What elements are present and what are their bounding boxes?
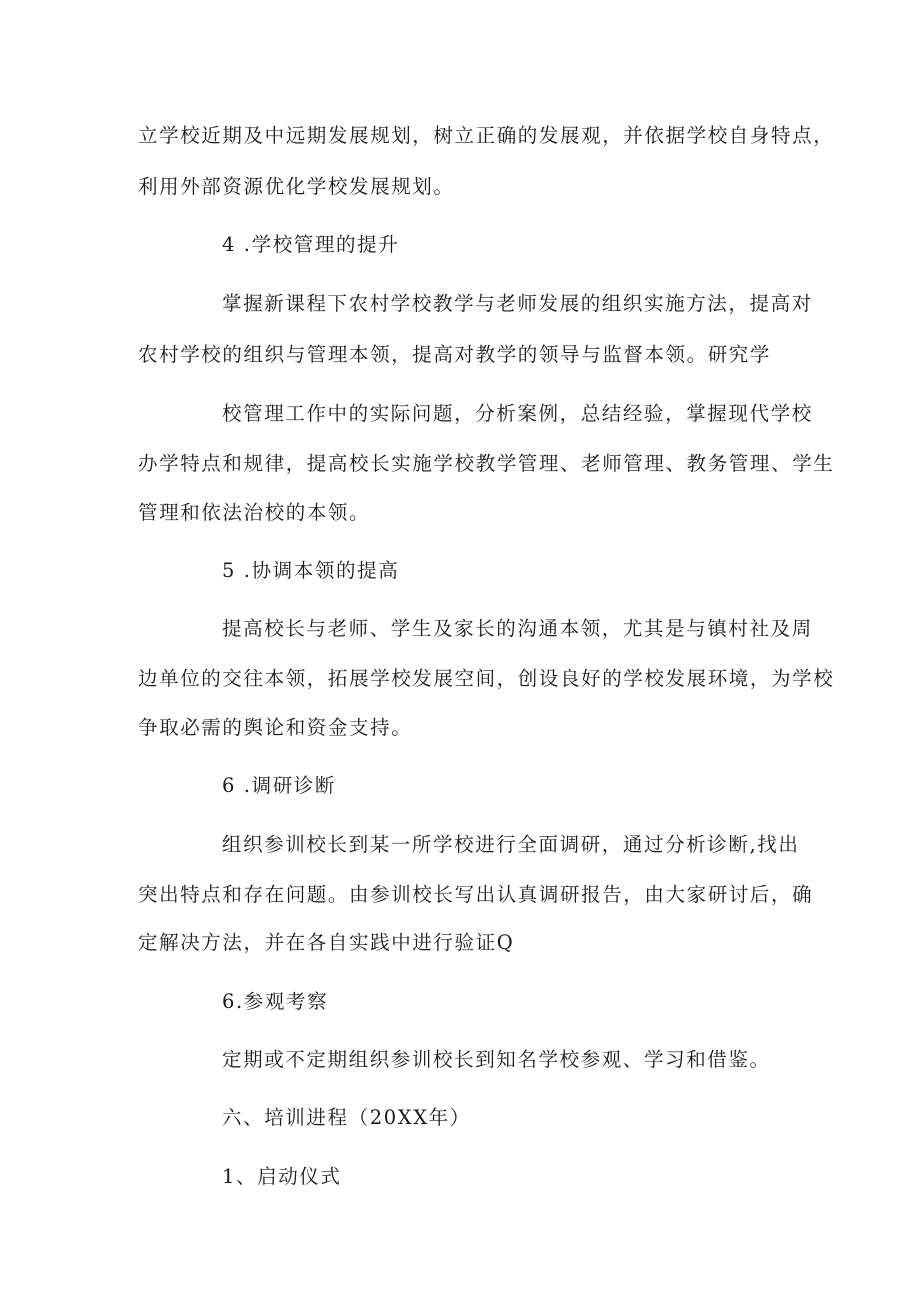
section-heading: 六、培训进程（20XX年） (222, 1106, 471, 1129)
paragraph-line: 突出特点和存在问题。由参训校长写出认真调研报告，由大家研讨后，确 (138, 883, 814, 906)
paragraph-line: 边单位的交往本领，拓展学校发展空间，创设良好的学校发展环境，为学校 (138, 667, 835, 690)
section-heading: 5 .协调本领的提高 (222, 559, 400, 582)
paragraph-line: 校管理工作中的实际问题，分析案例，总结经验，掌握现代学校 (222, 402, 813, 425)
paragraph-line: 掌握新课程下农村学校教学与老师发展的组织实施方法，提高对 (222, 292, 813, 315)
section-heading: 1、启动仪式 (222, 1165, 342, 1188)
section-heading: 6.参观考察 (222, 990, 329, 1013)
section-heading: 4 .学校管理的提升 (222, 233, 400, 256)
paragraph-line: 定期或不定期组织参训校长到知名学校参观、学习和借鉴。 (222, 1048, 771, 1071)
section-heading: 6 .调研诊断 (222, 774, 337, 797)
paragraph-line: 争取必需的舆论和资金支持。 (138, 716, 413, 739)
paragraph-line: 定解决方法，并在各自实践中进行验证Q (138, 931, 515, 954)
paragraph-line: 提高校长与老师、学生及家长的沟通本领，尤其是与镇村社及周 (222, 617, 813, 640)
paragraph-line: 立学校近期及中远期发展规划，树立正确的发展观，并依据学校自身特点， (138, 124, 835, 147)
paragraph-line: 办学特点和规律，提高校长实施学校教学管理、老师管理、教务管理、学生 (138, 452, 835, 475)
paragraph-line: 管理和依法治校的本领。 (138, 501, 371, 524)
paragraph-line: 组织参训校长到某一所学校进行全面调研，通过分析诊断,找出 (222, 833, 800, 856)
paragraph-line: 农村学校的组织与管理本领，提高对教学的领导与监督本领。研究学 (138, 343, 772, 366)
paragraph-line: 利用外部资源优化学校发展规划。 (138, 175, 455, 198)
